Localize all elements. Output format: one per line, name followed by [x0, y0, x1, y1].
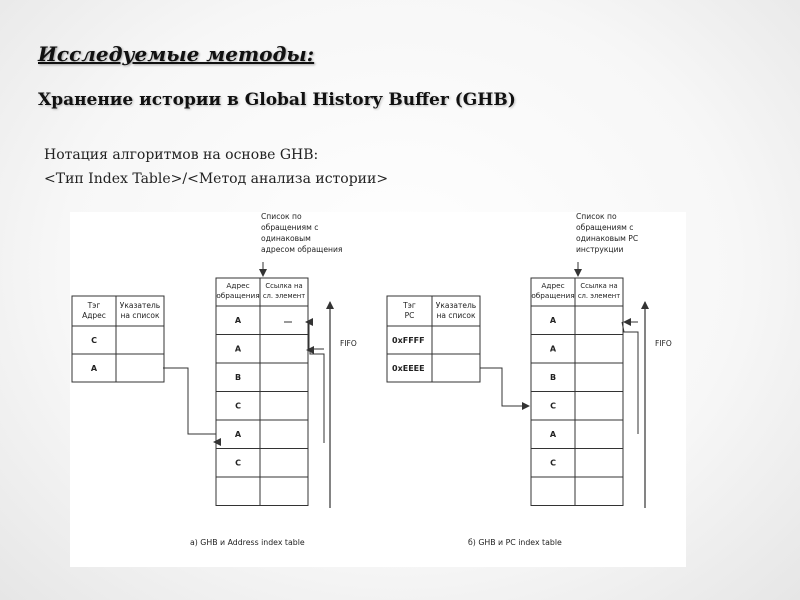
diagram-b-ghb-row-label: A: [549, 430, 557, 439]
diagram-b-ghb-row-label: C: [550, 401, 556, 411]
slide-subtitle: Хранение истории в Global History Buffer (GHB): [38, 90, 516, 110]
diagram-a-ghb-row-label: C: [235, 401, 241, 411]
diagram-b-chain-link: [622, 322, 638, 434]
notation-line-2: <Тип Index Table>/<Метод анализа истории>: [44, 171, 389, 187]
diagram-b-ghb-row-link: [575, 392, 623, 421]
diagram-a-index-header-pointer-text: на список: [120, 311, 160, 320]
diagram-a-ghb-row-link: [260, 392, 308, 421]
diagram-a-ghb-header-address-text: обращения: [216, 291, 260, 300]
diagram-a-index-header-tag-text: Тэг: [87, 301, 101, 310]
diagram-b-note-line: инструкции: [576, 245, 624, 254]
diagram-a-index-row-pointer: [116, 354, 164, 382]
diagram-a-ghb-row-label: A: [234, 344, 242, 354]
diagram-b-index-header-pointer-text: на список: [436, 311, 476, 320]
diagram-b-ghb-row-label: B: [549, 373, 557, 382]
diagram-a-ghb-row-link: [260, 477, 308, 506]
diagram-b-fifo-label: FIFO: [655, 339, 672, 348]
diagram-a-pointer-link: [163, 368, 216, 442]
diagram-a-ghb-header-link-text: сл. элемент: [262, 292, 306, 300]
ghb-figure: [70, 212, 686, 567]
diagram-b-index-header-pointer-text: Указатель: [435, 301, 477, 310]
diagram-b-index-row-label: 0xEEEE: [392, 364, 425, 373]
diagram-b-ghb-header-link-text: Ссылка на: [580, 282, 618, 290]
diagram-b-note-line: одинаковым PC: [576, 234, 639, 243]
diagram-b-index-row-pointer: [432, 326, 480, 354]
diagram-a-ghb-row-label: A: [234, 316, 242, 325]
diagram-a-ghb-row-link: [260, 449, 308, 478]
diagram-a-index-row-label: C: [91, 336, 97, 345]
diagram-a-ghb-row-label: A: [234, 430, 242, 439]
diagram-a-chain-link: [307, 350, 324, 443]
diagram-b-index-row-label: 0xFFFF: [392, 336, 425, 345]
diagram-a-ghb-header-address-text: Адрес: [226, 281, 250, 290]
diagram-b-ghb-header-address-text: Адрес: [541, 281, 565, 290]
diagram-b-ghb-row-label: C: [550, 458, 556, 468]
diagram-b-ghb-row-link: [575, 306, 623, 335]
notation-block: [44, 143, 388, 191]
diagram-b-index-header-tag-text: PC: [404, 311, 415, 320]
notation-line-1: Нотация алгоритмов на основе GHB:: [44, 147, 319, 163]
diagram-a-ghb-row-label: B: [234, 373, 242, 382]
ghb-diagrams: [70, 212, 686, 567]
diagram-a-index-header-tag-text: Адрес: [82, 311, 106, 320]
diagram-b-pointer-link: [480, 368, 529, 406]
diagram-b-caption: б) GHB и PC index table: [468, 538, 562, 547]
diagram-a-index-header-pointer-text: Указатель: [119, 301, 161, 310]
diagram-b-ghb-row-label: A: [549, 344, 557, 354]
diagram-b-note-line: Список по: [576, 212, 617, 221]
diagram-b-index-row-pointer: [432, 354, 480, 382]
diagram-a-chain-link: [306, 322, 324, 349]
diagram-a-index-row-label: A: [90, 364, 98, 373]
diagram-b-index-header-tag-text: Тэг: [403, 301, 416, 310]
diagram-a-note-line: Список по: [261, 212, 302, 221]
diagram-b-ghb-row-link: [575, 477, 623, 506]
diagram-a-ghb-row-link: [260, 335, 308, 364]
diagram-b-ghb-header-address-text: обращения: [531, 291, 575, 300]
diagram-a-ghb-row-link: [260, 363, 308, 392]
diagram-b-ghb-row-link: [575, 335, 623, 364]
diagram-a-fifo-label: FIFO: [340, 339, 357, 348]
diagram-a-ghb-row-link: [260, 420, 308, 449]
diagram-a-caption: а) GHB и Address index table: [190, 538, 305, 547]
slide-title: Исследуемые методы:: [38, 42, 315, 66]
diagram-a-note-line: обращениям с: [261, 223, 319, 232]
diagram-b-ghb-row-address: [531, 477, 575, 506]
diagram-a-ghb-header-link-text: Ссылка на: [265, 282, 303, 290]
diagram-b-ghb-row-link: [575, 420, 623, 449]
diagram-a-note-line: адресом обращения: [261, 245, 343, 254]
diagram-a-ghb-row-address: [216, 477, 260, 506]
diagram-a-note-line: одинаковым: [261, 234, 311, 243]
diagram-b-ghb-row-label: A: [549, 316, 557, 325]
diagram-a-ghb-row-label: C: [235, 458, 241, 468]
diagram-a-index-row-pointer: [116, 326, 164, 354]
diagram-b-ghb-row-link: [575, 449, 623, 478]
diagram-b-note-line: обращениям с: [576, 223, 634, 232]
diagram-b-ghb-row-link: [575, 363, 623, 392]
diagram-a-ghb-row-link: [260, 306, 308, 335]
diagram-b-ghb-header-link-text: сл. элемент: [577, 292, 621, 300]
